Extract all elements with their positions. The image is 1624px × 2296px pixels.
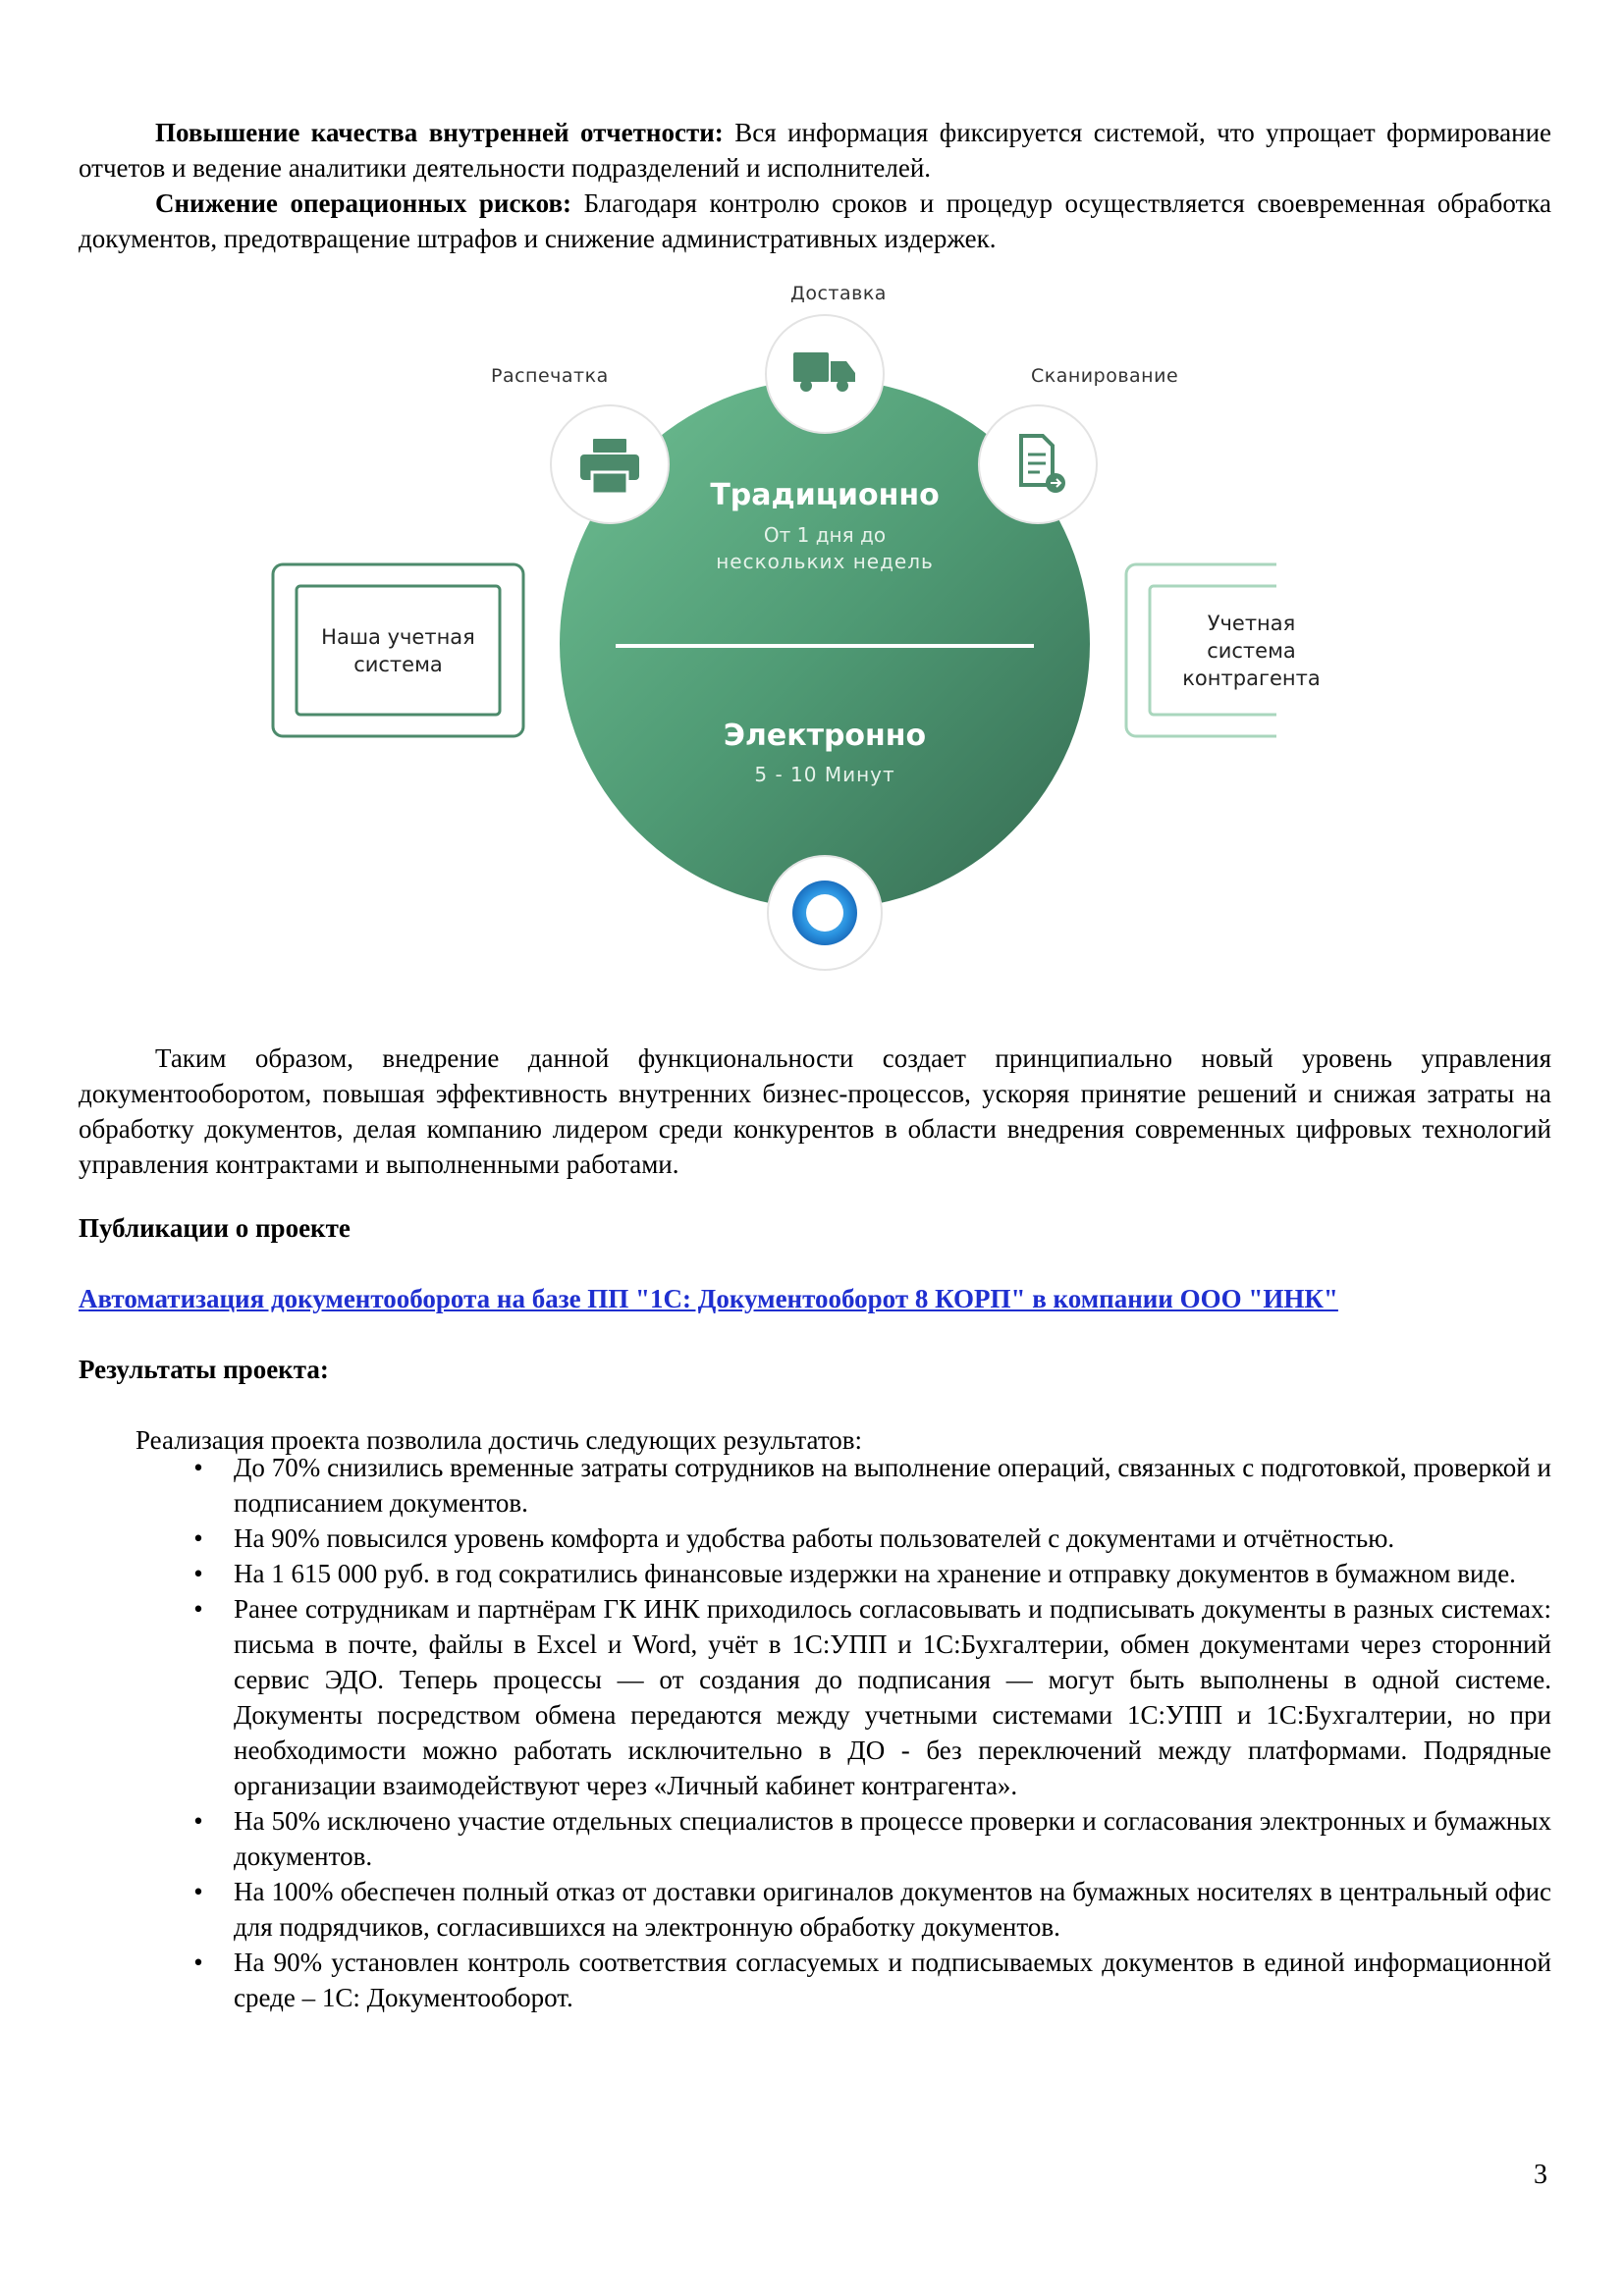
bullet-icon: • (193, 1453, 203, 1482)
list-item-text: На 90% повысился уровень комфорта и удобства работы пользователей с документами и отчётностью. (234, 1523, 1395, 1553)
list-item-text: На 90% установлен контроль соответствия согласуемых и подписываемых документов в единой информационной среде – 1С: Документооборот. (234, 1948, 1551, 2012)
bullet-icon: • (193, 1523, 203, 1553)
results-list (79, 1450, 1551, 2015)
bullet-icon: • (193, 1948, 203, 1977)
paragraph-reporting-quality (79, 115, 1551, 186)
bullet-icon: • (193, 1877, 203, 1906)
traditional-subtitle-line1: От 1 дня до (763, 523, 887, 547)
results-intro: Реализация проекта позволила достичь следующих результатов: (135, 1425, 863, 1455)
label-scan: Сканирование (1031, 365, 1179, 387)
paragraph-bold-lead: Снижение операционных рисков: (155, 188, 572, 218)
list-item-text: Ранее сотрудникам и партнёрам ГК ИНК приходилось согласовывать и подписывать документы в разных системах: письма в почте, файлы в Excel и Word, учёт в 1С:УПП и 1С:Бухгалтерии, обмен документами через сторонний сервис ЭДО. Теперь процессы — от создания до подписания — могут быть выполнены в одной системе. Документы посредством обмена передаются между учетными системами 1С:УПП и 1С:Бухгалтерии, но при необходимости можно работать исключительно в ДО - без переключений между платформами. Подрядные организации взаимодействуют через «Личный кабинет контрагента». (234, 1594, 1551, 1800)
label-delivery: Доставка (790, 283, 887, 304)
bullet-icon: • (193, 1806, 203, 1836)
document-flow-diagram (255, 275, 1321, 982)
list-item-text: На 1 615 000 руб. в год сократились финансовые издержки на хранение и отправку документов в бумажном виде. (234, 1559, 1516, 1588)
list-item (79, 1450, 1551, 1521)
list-item (79, 1874, 1551, 1945)
paragraph-conclusion: Таким образом, внедрение данной функциональности создает принципиально новый уровень управления документооборотом, повышая эффективность внутренних бизнес-процессов, ускоряя принятие решений и снижая затраты на обработку документов, делая компанию лидером среди конкурентов в области внедрения современных цифровых технологий управления контрактами и выполненными работами. (79, 1043, 1551, 1179)
our-system-label: Наша учетная система (321, 624, 475, 676)
bullet-icon: • (193, 1594, 203, 1624)
list-item-text: На 50% исключено участие отдельных специалистов в процессе проверки и согласования электронных и бумажных документов. (234, 1806, 1551, 1871)
paragraph-text: Вся информация фиксируется системой, что упрощает формирование отчетов и ведение аналитики деятельности подразделений и исполнителей. (79, 118, 1552, 183)
electronic-icon-badge (768, 856, 882, 970)
paragraph-bold-lead: Повышение качества внутренней отчетности: (155, 118, 724, 147)
bullet-icon: • (193, 1559, 203, 1588)
publications-heading: Публикации о проекте (79, 1213, 351, 1243)
paragraph-operational-risks (79, 186, 1551, 256)
list-item (79, 1556, 1551, 1591)
label-print: Распечатка (491, 365, 609, 387)
traditional-title: Традиционно (710, 478, 940, 512)
list-item (79, 1521, 1551, 1556)
list-item (79, 1803, 1551, 1874)
truck-icon-badge (766, 315, 884, 433)
paragraph-text: Благодаря контролю сроков и процедур осуществляется своевременная обработка документов, предотвращение штрафов и снижение административных издержек. (79, 188, 1551, 253)
electronic-title: Электронно (723, 719, 927, 753)
page-number: 3 (1534, 2160, 1547, 2190)
list-item-text: На 100% обеспечен полный отказ от доставки оригиналов документов на бумажных носителях в центральный офис для подрядчиков, согласившихся на электронную обработку документов. (234, 1877, 1551, 1942)
list-item (79, 1945, 1551, 2015)
electronic-subtitle: 5 - 10 Минут (754, 763, 895, 786)
list-item (79, 1591, 1551, 1803)
partner-system-label: Учетная система контрагента (1182, 611, 1321, 690)
list-item-text: До 70% снизились временные затраты сотрудников на выполнение операций, связанных с подготовкой, проверкой и подписанием документов. (234, 1453, 1551, 1518)
traditional-subtitle-line2: нескольких недель (716, 550, 934, 573)
results-heading: Результаты проекта: (79, 1355, 329, 1384)
publication-link[interactable]: Автоматизация документооборота на базе ПП "1С: Документооборот 8 КОРП" в компании ООО "ИНК" (79, 1284, 1338, 1313)
